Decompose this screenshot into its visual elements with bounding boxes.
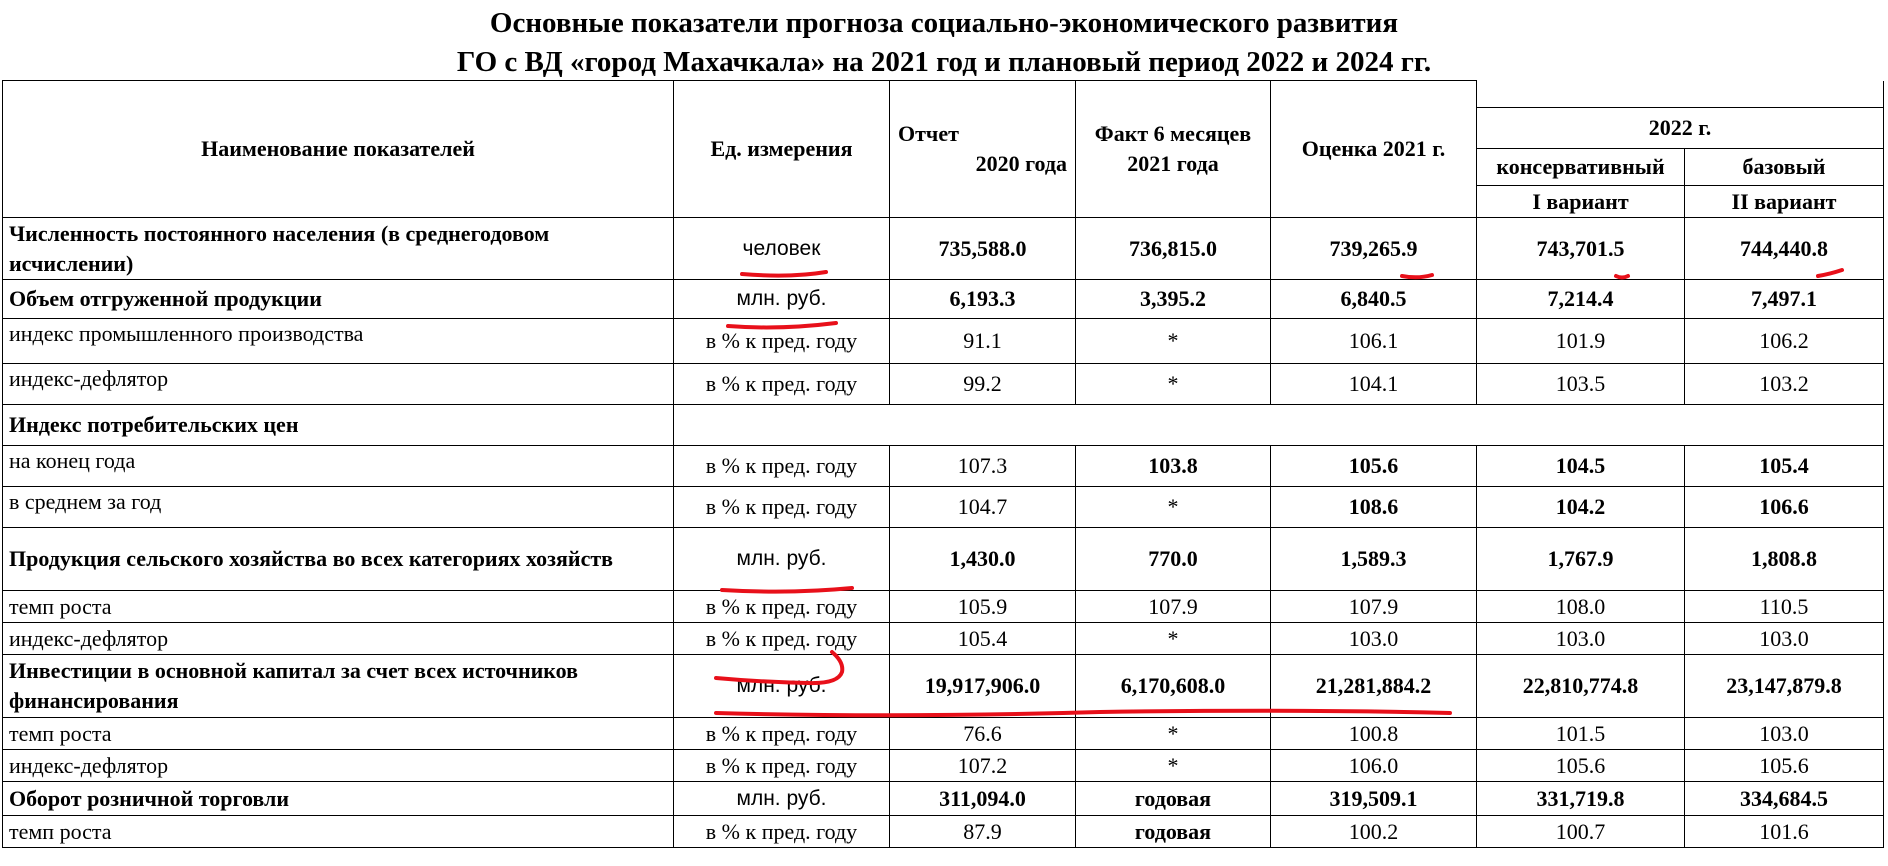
cell-fact-6m: 736,815.0: [1076, 218, 1271, 280]
row-label: темп роста: [3, 816, 674, 848]
row-label: индекс промышленного производства: [3, 319, 674, 364]
cell-report-2020: 19,917,906.0: [890, 655, 1076, 718]
cell-fact-6m: годовая: [1076, 816, 1271, 848]
cell-estimate-2021: 104.1: [1271, 364, 1477, 405]
section-label: Индекс потребительских цен: [3, 405, 674, 446]
title-line-1: Основные показатели прогноза социально-экономического развития: [489, 7, 1399, 39]
header-fact-line-2: 2021 года: [1127, 151, 1219, 176]
row-label: Объем отгруженной продукции: [3, 280, 674, 319]
header-unit: Ед. измерения: [674, 81, 890, 218]
cell-2022-base: 7,497.1: [1685, 280, 1884, 319]
header-fact-6m: [1076, 81, 1271, 218]
cell-fact-6m: *: [1076, 487, 1271, 528]
table-row: [3, 528, 1884, 591]
cell-estimate-2021: 739,265.9: [1271, 218, 1477, 280]
row-label: темп роста: [3, 591, 674, 623]
cell-2022-base: 103.2: [1685, 364, 1884, 405]
row-unit: млн. руб.: [674, 782, 890, 816]
cell-fact-6m: 103.8: [1076, 446, 1271, 487]
cell-report-2020: 91.1: [890, 319, 1076, 364]
cell-2022-base: 106.2: [1685, 319, 1884, 364]
cell-fact-6m: 107.9: [1076, 591, 1271, 623]
section-row: [3, 405, 1884, 446]
table-row: [3, 446, 1884, 487]
row-label: индекс-дефлятор: [3, 623, 674, 655]
row-label: Продукция сельского хозяйства во всех категориях хозяйств: [3, 528, 674, 591]
cell-2022-conservative: 331,719.8: [1477, 782, 1685, 816]
row-unit: в % к пред. году: [674, 319, 890, 364]
cell-estimate-2021: 106.0: [1271, 750, 1477, 782]
cell-report-2020: 87.9: [890, 816, 1076, 848]
row-unit: в % к пред. году: [674, 718, 890, 750]
cell-2022-base: 334,684.5: [1685, 782, 1884, 816]
table-row: [3, 487, 1884, 528]
cell-2022-conservative: 22,810,774.8: [1477, 655, 1685, 718]
header-variant-1: I вариант: [1477, 186, 1685, 218]
cell-fact-6m: *: [1076, 750, 1271, 782]
row-label: Инвестиции в основной капитал за счет всех источников финансирования: [3, 655, 674, 718]
cell-fact-6m: *: [1076, 364, 1271, 405]
cell-fact-6m: 770.0: [1076, 528, 1271, 591]
cell-2022-conservative: 108.0: [1477, 591, 1685, 623]
cell-report-2020: 104.7: [890, 487, 1076, 528]
cell-2022-conservative: 101.5: [1477, 718, 1685, 750]
cell-fact-6m: 6,170,608.0: [1076, 655, 1271, 718]
cell-2022-base: 103.0: [1685, 623, 1884, 655]
header-year-2022: 2022 г.: [1477, 108, 1884, 149]
forecast-table: [2, 80, 1884, 848]
cell-fact-6m: *: [1076, 319, 1271, 364]
table-row: [3, 750, 1884, 782]
cell-2022-conservative: 101.9: [1477, 319, 1685, 364]
table-row: [3, 623, 1884, 655]
title-line-2: ГО с ВД «город Махачкала» на 2021 год и плановый период 2022 и 2024 гг.: [456, 46, 1432, 78]
cell-report-2020: 107.2: [890, 750, 1076, 782]
cell-2022-base: 101.6: [1685, 816, 1884, 848]
cell-2022-base: 105.4: [1685, 446, 1884, 487]
row-label: темп роста: [3, 718, 674, 750]
cell-estimate-2021: 107.9: [1271, 591, 1477, 623]
table-row: [3, 591, 1884, 623]
cell-2022-conservative: 100.7: [1477, 816, 1685, 848]
cell-2022-base: 110.5: [1685, 591, 1884, 623]
row-unit: в % к пред. году: [674, 750, 890, 782]
header-variant-2: II вариант: [1685, 186, 1884, 218]
table-row: [3, 718, 1884, 750]
cell-estimate-2021: 6,840.5: [1271, 280, 1477, 319]
row-unit: в % к пред. году: [674, 487, 890, 528]
cell-estimate-2021: 105.6: [1271, 446, 1477, 487]
row-unit: млн. руб.: [674, 655, 890, 718]
cell-fact-6m: 3,395.2: [1076, 280, 1271, 319]
cell-report-2020: 311,094.0: [890, 782, 1076, 816]
cell-2022-base: 106.6: [1685, 487, 1884, 528]
cell-2022-base: 744,440.8: [1685, 218, 1884, 280]
table-row: [3, 655, 1884, 718]
table-row: [3, 280, 1884, 319]
cell-2022-conservative: 103.0: [1477, 623, 1685, 655]
row-unit: в % к пред. году: [674, 816, 890, 848]
cell-report-2020: 105.9: [890, 591, 1076, 623]
cell-2022-conservative: 743,701.5: [1477, 218, 1685, 280]
cell-2022-base: 23,147,879.8: [1685, 655, 1884, 718]
row-unit: в % к пред. году: [674, 446, 890, 487]
table-row: [3, 816, 1884, 848]
section-blank: [674, 405, 1884, 446]
cell-report-2020: 107.3: [890, 446, 1076, 487]
cell-estimate-2021: 108.6: [1271, 487, 1477, 528]
cell-2022-conservative: 1,767.9: [1477, 528, 1685, 591]
header-row-1: [3, 81, 1884, 108]
header-name: Наименование показателей: [3, 81, 674, 218]
row-label: Оборот розничной торговли: [3, 782, 674, 816]
cell-fact-6m: годовая: [1076, 782, 1271, 816]
row-label: индекс-дефлятор: [3, 750, 674, 782]
row-unit: в % к пред. году: [674, 364, 890, 405]
header-conservative: консервативный: [1477, 149, 1685, 186]
cell-2022-conservative: 104.5: [1477, 446, 1685, 487]
row-label: на конец года: [3, 446, 674, 487]
cell-fact-6m: *: [1076, 718, 1271, 750]
cell-estimate-2021: 103.0: [1271, 623, 1477, 655]
row-unit: в % к пред. году: [674, 591, 890, 623]
cell-2022-conservative: 7,214.4: [1477, 280, 1685, 319]
row-label: в среднем за год: [3, 487, 674, 528]
row-label: индекс-дефлятор: [3, 364, 674, 405]
cell-estimate-2021: 106.1: [1271, 319, 1477, 364]
header-blank-top: [1477, 81, 1884, 108]
cell-estimate-2021: 21,281,884.2: [1271, 655, 1477, 718]
cell-2022-conservative: 103.5: [1477, 364, 1685, 405]
table-row: [3, 319, 1884, 364]
row-unit: в % к пред. году: [674, 623, 890, 655]
cell-report-2020: 1,430.0: [890, 528, 1076, 591]
cell-estimate-2021: 1,589.3: [1271, 528, 1477, 591]
header-report-2020: [890, 81, 1076, 218]
cell-fact-6m: *: [1076, 623, 1271, 655]
row-unit: млн. руб.: [674, 280, 890, 319]
table-row: [3, 218, 1884, 280]
header-fact-line-1: Факт 6 месяцев: [1094, 121, 1252, 146]
cell-estimate-2021: 100.8: [1271, 718, 1477, 750]
row-label: Численность постоянного населения (в среднегодовом исчислении): [3, 218, 674, 280]
cell-report-2020: 105.4: [890, 623, 1076, 655]
cell-report-2020: 735,588.0: [890, 218, 1076, 280]
header-report-line-1: Отчет: [898, 121, 959, 146]
cell-2022-base: 103.0: [1685, 718, 1884, 750]
header-base: базовый: [1685, 149, 1884, 186]
row-unit: млн. руб.: [674, 528, 890, 591]
header-report-line-2: 2020 года: [975, 151, 1067, 176]
cell-report-2020: 6,193.3: [890, 280, 1076, 319]
row-unit: человек: [674, 218, 890, 280]
cell-estimate-2021: 319,509.1: [1271, 782, 1477, 816]
cell-estimate-2021: 100.2: [1271, 816, 1477, 848]
cell-report-2020: 76.6: [890, 718, 1076, 750]
cell-2022-conservative: 105.6: [1477, 750, 1685, 782]
cell-2022-base: 1,808.8: [1685, 528, 1884, 591]
cell-report-2020: 99.2: [890, 364, 1076, 405]
table-row: [3, 364, 1884, 405]
cell-2022-base: 105.6: [1685, 750, 1884, 782]
table-row: [3, 782, 1884, 816]
header-estimate-2021: Оценка 2021 г.: [1271, 81, 1477, 218]
cell-2022-conservative: 104.2: [1477, 487, 1685, 528]
